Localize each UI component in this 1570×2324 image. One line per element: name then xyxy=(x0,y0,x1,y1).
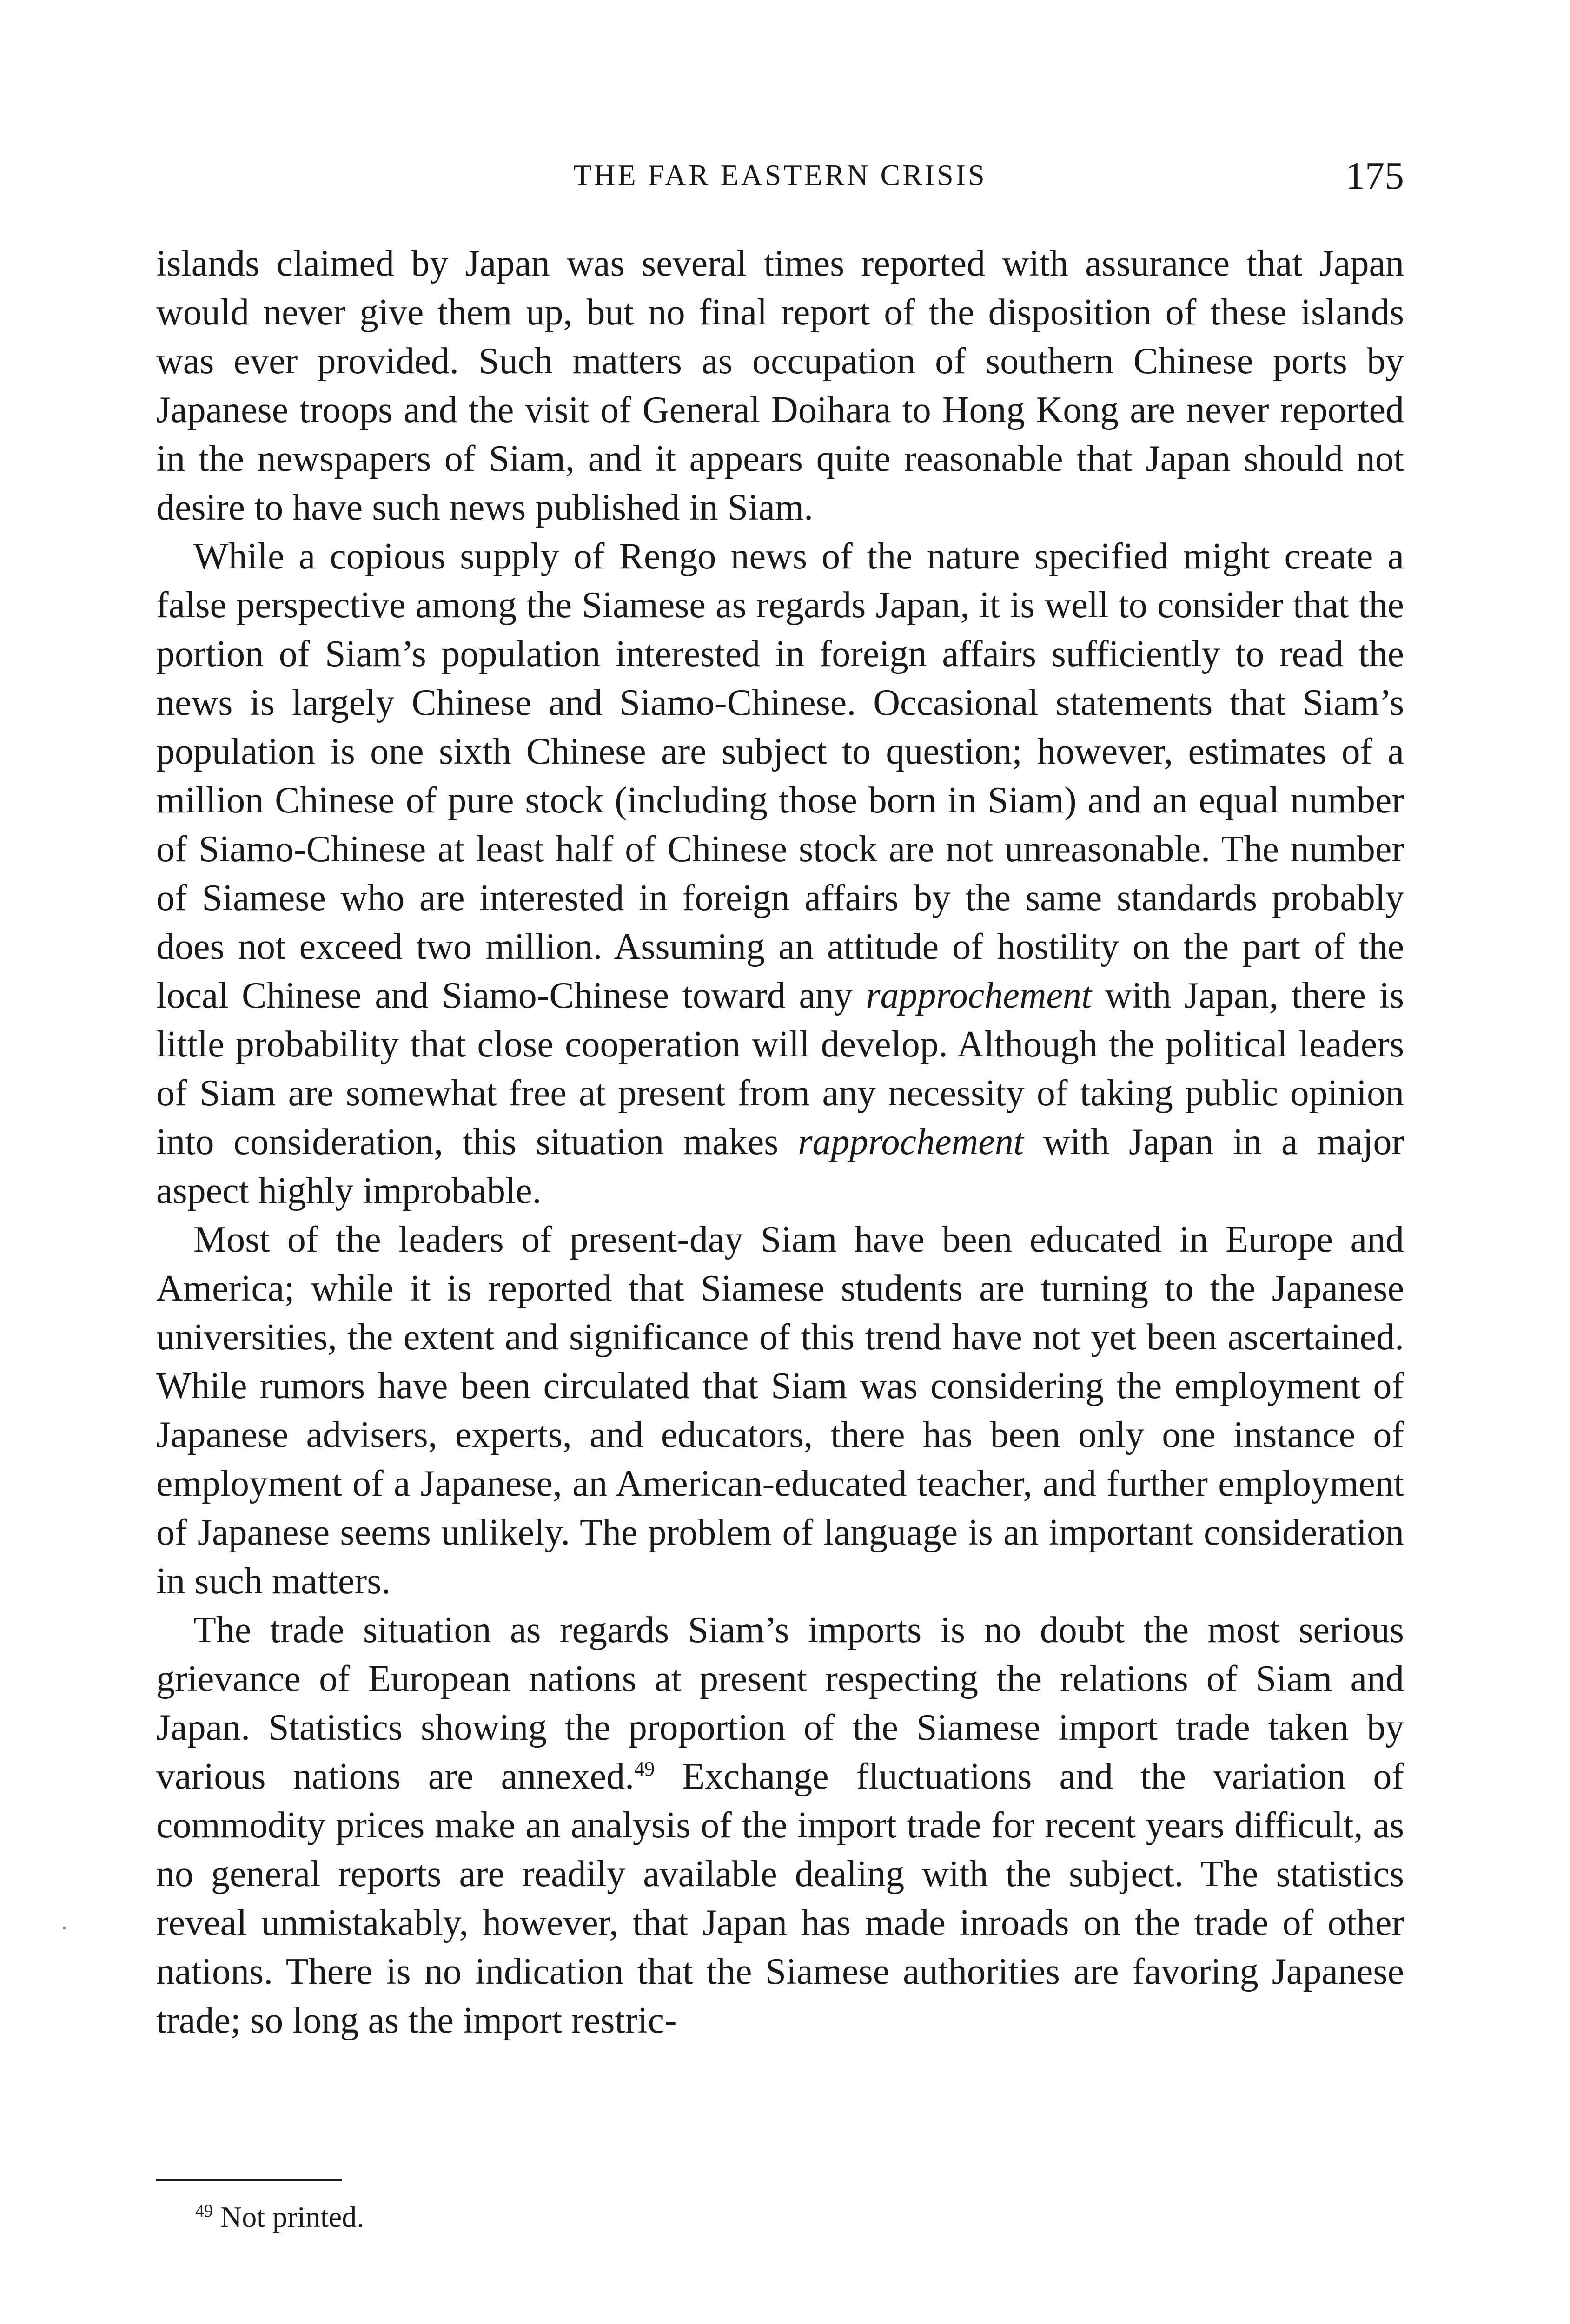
text-run: with Japan, there is little probability that close cooperation will develop. Although the political leaders of Siam are somewhat free at present from any necessity of taking public opinion into consideration, this situation makes xyxy=(156,975,1404,1162)
footnote-text: Not printed. xyxy=(220,2200,364,2233)
text-run: While a copious supply of Rengo news of the nature specified might create a false perspective among the Siamese as regards Japan, it is well to consider that the portion of Siam’s population interested in foreign affairs sufficiently to read the news is largely Chinese and Siamo-Chinese. Occasional statements that Siam’s population is one sixth Chinese are subject to question; however, estimates of a million Chinese of pure stock (including those born in Siam) and an equal number of Siamo-Chinese at least half of Chinese stock are not unreasonable. The number of Siamese who are interested in foreign affairs by the same standards probably does not exceed two million. Assuming an attitude of hostility on the part of the local Chinese and Siamo-Chinese toward any xyxy=(156,536,1404,1016)
footnote-rule xyxy=(156,2179,342,2181)
running-head xyxy=(156,153,1404,200)
text-run: with Japan in a major aspect highly improbable. xyxy=(156,1122,1404,1211)
text-run: The trade situation as regards Siam’s imports is no doubt the most serious grievance of European nations at present respecting the relations of Siam and Japan. Statistics showing the proportion of the Siamese import trade taken by various nations are annexed. xyxy=(156,1610,1404,1797)
paragraph-3 xyxy=(156,1215,1404,1606)
margin-speck xyxy=(63,1927,66,1929)
italic-term: rapprochement xyxy=(798,1122,1024,1162)
footnote xyxy=(195,2199,364,2236)
paragraph-2 xyxy=(156,532,1404,1215)
page-number: 175 xyxy=(1345,154,1404,198)
text-run: Exchange fluctuations and the variation of commodity prices make an analysis of the import trade for recent years difficult, as no general reports are readily available dealing with the subject. The statistics reveal unmistakably, however, that Japan has made inroads on the trade of other nations. There is no indication that the Siamese authorities are favoring Japanese trade; so long as the import restric- xyxy=(156,1756,1404,2041)
paragraph-1 xyxy=(156,239,1404,532)
body-text xyxy=(156,239,1404,2045)
paragraph-4 xyxy=(156,1606,1404,2045)
text-run: Most of the leaders of present-day Siam have been educated in Europe and America; while it is reported that Siamese students are turning to the Japanese universities, the extent and significance of this trend have not yet been ascertained. While rumors have been circulated that Siam was considering the employment of Japanese advisers, experts, and educators, there has been only one instance of employment of a Japanese, an American-educated teacher, and further employment of Japanese seems unlikely. The problem of language is an important consideration in such matters. xyxy=(156,1219,1404,1602)
running-title: THE FAR EASTERN CRISIS xyxy=(573,158,987,191)
text-run: islands claimed by Japan was several times reported with assurance that Japan would never give them up, but no final report of the disposition of these islands was ever provided. Such matters as occupation of southern Chinese ports by Japanese troops and the visit of General Doihara to Hong Kong are never reported in the newspapers of Siam, and it appears quite reasonable that Japan should not desire to have such news published in Siam. xyxy=(156,243,1404,528)
footnote-marker: 49 xyxy=(195,2201,213,2221)
footnote-reference: 49 xyxy=(634,1757,655,1780)
italic-term: rapprochement xyxy=(866,975,1092,1016)
